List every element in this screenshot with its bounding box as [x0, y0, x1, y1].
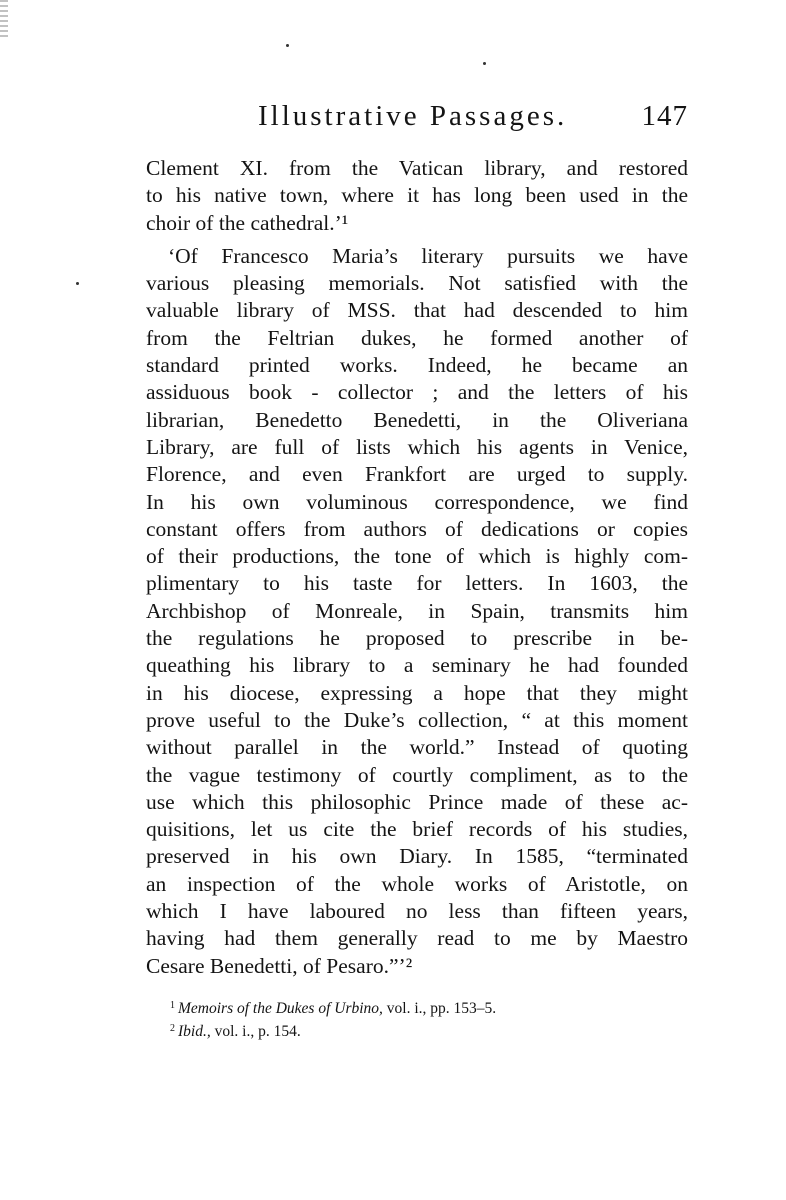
text-line: of their productions, the tone of which is highly com-	[146, 544, 688, 569]
text-line: use which this philosophic Prince made of these ac-	[146, 789, 688, 814]
text-line: in his diocese, expressing a hope that they might	[146, 680, 688, 705]
footnote-mark: 2	[170, 1023, 175, 1034]
text-line: without parallel in the world.” Instead of quoting	[146, 735, 688, 760]
footnote-text: vol. i., pp. 153–5.	[382, 1000, 497, 1017]
footnote-text: vol. i., p. 154.	[210, 1023, 301, 1040]
footnote-mark: 1	[170, 1000, 175, 1011]
text-line: various pleasing memorials. Not satisfied with the	[146, 271, 688, 296]
text-line: Clement XI. from the Vatican library, and restored	[146, 156, 688, 180]
text-line: standard printed works. Indeed, he became an	[146, 353, 688, 378]
text-line: prove useful to the Duke’s collection, “ at this moment	[146, 707, 688, 732]
text-line: Cesare Benedetti, of Pesaro.”’²	[146, 953, 413, 978]
footnote	[170, 994, 690, 1017]
text-line: Florence, and even Frankfort are urged to supply.	[146, 462, 688, 487]
ink-speck	[286, 44, 289, 47]
text-line: assiduous book - collector ; and the letters of his	[146, 380, 688, 405]
text-line: which I have laboured no less than fifteen years,	[146, 899, 688, 924]
text-line: queathing his library to a seminary he had founded	[146, 653, 688, 678]
text-line: plimentary to his taste for letters. In 1603, the	[146, 571, 688, 596]
running-head: Illustrative Passages.	[258, 100, 568, 132]
text-line: preserved in his own Diary. In 1585, “terminated	[146, 844, 688, 869]
text-line: Library, are full of lists which his agents in Venice,	[146, 434, 688, 459]
footnote	[170, 1017, 690, 1040]
footnote-title: Memoirs of the Dukes of Urbino,	[178, 1000, 383, 1017]
footnote-title: Ibid.,	[178, 1023, 211, 1040]
scan-edge-marks	[0, 0, 8, 40]
page-number: 147	[641, 100, 688, 132]
text-line: ‘Of Francesco Maria’s literary pursuits we have	[168, 243, 688, 268]
text-line: valuable library of MSS. that had descended to him	[146, 298, 688, 323]
text-line: quisitions, let us cite the brief records of his studies,	[146, 817, 688, 842]
text-line: In his own voluminous correspondence, we find	[146, 489, 688, 514]
footnotes	[170, 994, 690, 1040]
ink-speck	[76, 282, 79, 285]
text-line: librarian, Benedetto Benedetti, in the Oliveriana	[146, 407, 688, 432]
text-line: an inspection of the whole works of Aristotle, on	[146, 871, 688, 896]
text-line: choir of the cathedral.’¹	[146, 210, 349, 235]
text-line: the regulations he proposed to prescribe in be-	[146, 626, 688, 651]
text-line: to his native town, where it has long been used in the	[146, 183, 688, 208]
page-header	[140, 100, 688, 140]
ink-speck	[483, 62, 486, 65]
text-line: the vague testimony of courtly compliment, as to the	[146, 762, 688, 787]
body-text	[146, 155, 688, 980]
text-line: having had them generally read to me by Maestro	[146, 926, 688, 951]
text-line: Archbishop of Monreale, in Spain, transmits him	[146, 598, 688, 623]
text-line: constant offers from authors of dedications or copies	[146, 516, 688, 541]
text-line: from the Feltrian dukes, he formed another of	[146, 325, 688, 350]
